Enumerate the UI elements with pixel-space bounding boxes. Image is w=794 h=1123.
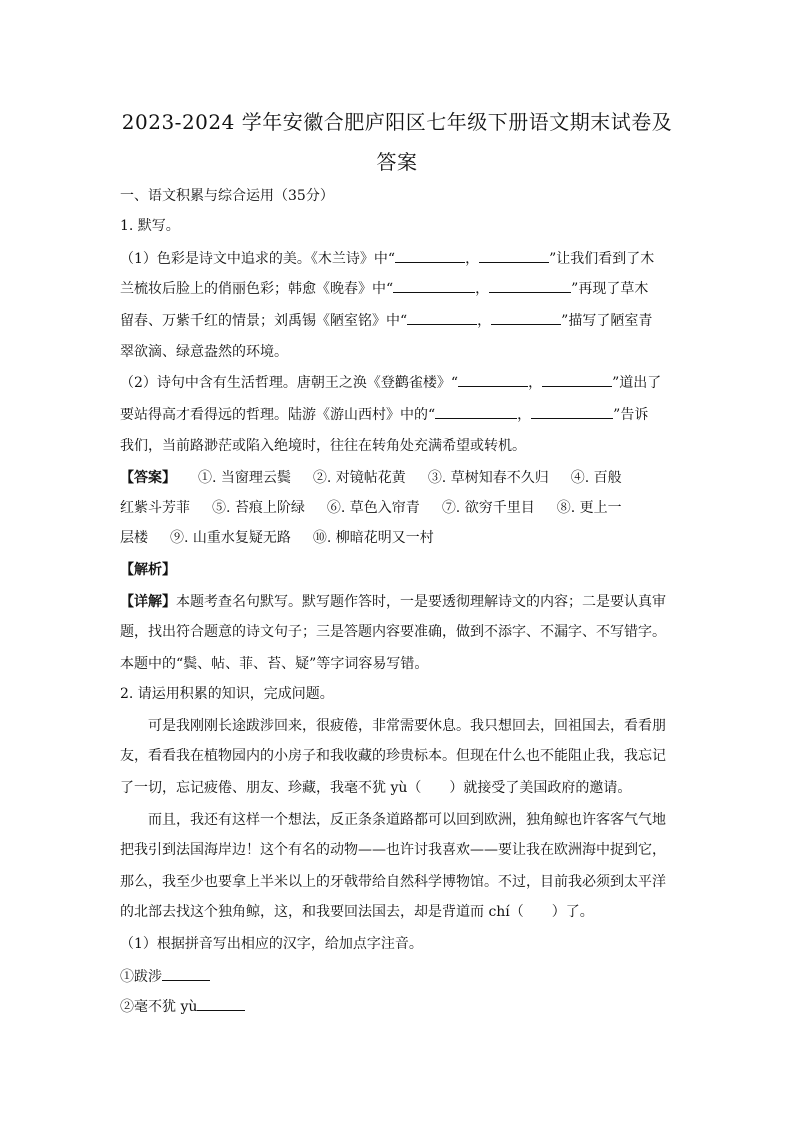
answer-line3 — [120, 528, 680, 548]
text: ， — [465, 251, 480, 267]
detail-label: 【详解】 — [120, 594, 176, 610]
question-1-part2-line3: 我们，当前路渺茫或陷入绝境时，往往在转角处充满希望或转机。 — [120, 438, 526, 454]
detail-line3: 本题中的“鬓、帖、菲、苔、疑”等字词容易写错。 — [120, 656, 429, 672]
text: 留春、万紫千红的情景；刘禹锡《陋室铭》中“ — [120, 313, 408, 329]
text: ”告诉 — [613, 407, 649, 423]
answer-blank[interactable] — [435, 404, 517, 419]
passage-p2-line1: 而且，我还有这样一个想法，反正条条道路都可以回到欧洲，独角鲸也许客客气气地 — [148, 812, 666, 828]
answer-line1 — [120, 468, 680, 488]
answer-item: ①. 当窗理云鬓 — [198, 470, 291, 486]
answer-item: ④. 百般 — [570, 470, 622, 486]
analysis-label: 【解析】 — [120, 562, 176, 578]
answer-blank[interactable] — [479, 248, 549, 263]
answer-item: ③. 草树知春不久归 — [427, 470, 549, 486]
answer-item: ⑤. 苔痕上阶绿 — [212, 500, 305, 516]
text: （1）色彩是诗文中追求的美。《木兰诗》中“ — [120, 251, 396, 267]
answer-item: 红紫斗芳菲 — [120, 500, 190, 516]
answer-item: ⑦. 欲穷千里目 — [441, 500, 535, 516]
text: 本题考查名句默写。默写题作答时，一是要透彻理解诗文的内容；二是要认真审 — [176, 594, 666, 610]
answer-item: ⑥. 草色入帘青 — [326, 500, 420, 516]
text: ②毫不犹 yù — [120, 999, 198, 1015]
answer-line2 — [120, 498, 680, 518]
text: ”再现了草木 — [571, 281, 649, 297]
answer-item: ⑨. 山重水复疑无路 — [170, 530, 291, 546]
section-heading: 一、语文积累与综合运用（35分） — [120, 188, 334, 204]
fill-item-2 — [120, 996, 680, 1017]
answer-blank[interactable] — [531, 404, 613, 419]
text: ， — [477, 313, 492, 329]
text: ①跋涉 — [120, 969, 162, 985]
answer-blank[interactable] — [489, 278, 571, 293]
answer-blank[interactable] — [197, 996, 245, 1011]
passage-p2-line3: 那么，我至少也要拿上半米以上的牙戟带给自然科学博物馆。不过，目前我必须到太平洋 — [120, 874, 666, 890]
answer-item: 层楼 — [120, 530, 148, 546]
text: ”让我们看到了木 — [549, 251, 655, 267]
question-2-number: 2. 请运用积累的知识，完成问题。 — [120, 686, 334, 702]
answer-blank[interactable] — [542, 372, 612, 387]
answer-blank[interactable] — [458, 372, 528, 387]
document-title-line1: 2023-2024 学年安徽合肥庐阳区七年级下册语文期末试卷及 — [121, 110, 673, 134]
passage-p1-line3: 了一切，忘记疲倦、朋友、珍藏，我毫不犹 yù（ ）就接受了美国政府的邀请。 — [120, 780, 632, 796]
question-1-part1-line3 — [120, 310, 680, 331]
text: ， — [475, 281, 490, 297]
text: ”道出了 — [612, 375, 662, 391]
answer-item: ⑩. 柳暗花明又一村 — [312, 530, 434, 546]
question-1-part2-line1 — [120, 372, 680, 393]
passage-p1-line2: 友，看看我在植物园内的小房子和我收藏的珍贵标本。但现在什么也不能阻止我，我忘记 — [120, 748, 666, 764]
text: ， — [517, 407, 532, 423]
sub-question-1: （1）根据拼音写出相应的汉字，给加点字注音。 — [120, 936, 423, 952]
answer-blank[interactable] — [491, 310, 561, 325]
answer-blank[interactable] — [395, 248, 465, 263]
fill-item-1 — [120, 966, 680, 987]
question-1-number: 1. 默写。 — [120, 218, 180, 234]
answer-blank[interactable] — [162, 966, 210, 981]
answer-blank[interactable] — [407, 310, 477, 325]
passage-p1-line1: 可是我刚刚长途跋涉回来，很疲倦，非常需要休息。我只想回去，回祖国去，看看朋 — [148, 718, 666, 734]
text: 兰梳妆后脸上的俏丽色彩；韩愈《晚春》中“ — [120, 281, 394, 297]
question-1-part1-line2 — [120, 278, 680, 299]
text: ， — [528, 375, 543, 391]
document-title-line2: 答案 — [376, 150, 418, 174]
answer-item: ⑧. 更上一 — [556, 500, 622, 516]
passage-p2-line2: 把我引到法国海岸边！这个有名的动物——也许讨我喜欢——要让我在欧洲海中捉到它， — [120, 842, 666, 858]
answer-label: 【答案】 — [120, 470, 176, 486]
question-1-part1-line1 — [120, 248, 680, 269]
question-1-part2-line2 — [120, 404, 680, 425]
text: （2）诗句中含有生活哲理。唐朝王之涣《登鹳雀楼》“ — [120, 375, 459, 391]
detail-line1 — [120, 592, 680, 612]
detail-line2: 题，找出符合题意的诗文句子；三是答题内容要准确，做到不添字、不漏字、不写错字。 — [120, 624, 666, 640]
passage-p2-line4: 的北部去找这个独角鲸，这，和我要回法国去，却是背道而 chí（ ）了。 — [120, 904, 594, 920]
text: ”描写了陋室青 — [561, 313, 653, 329]
text: 要站得高才看得远的哲理。陆游《游山西村》中的“ — [120, 407, 436, 423]
question-1-part1-line4: 翠欲滴、绿意盎然的环境。 — [120, 344, 288, 360]
answer-item: ②. 对镜帖花黄 — [312, 470, 406, 486]
answer-blank[interactable] — [393, 278, 475, 293]
